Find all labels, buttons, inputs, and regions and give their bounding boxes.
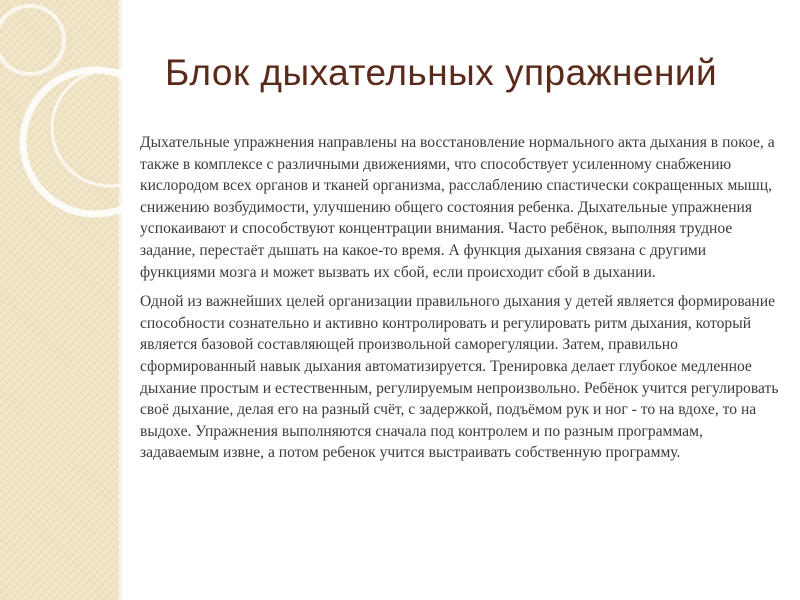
slide-title: Блок дыхательных упражнений — [165, 52, 718, 93]
slide-body — [140, 132, 780, 472]
small-ring — [0, 6, 64, 74]
body-paragraph-2: Одной из важнейших целей организации правильного дыхания у детей является формирование способности сознательно и активно контролировать и регулировать ритм дыхания, который является базовой составляющей произвольной саморегуляции. Затем, правильно сформированный навык дыхания автоматизируется. Тренировка делает глубокое медленное дыхание простым и естественным, регулируемым непроизвольно. Ребёнок учится регулировать своё дыхание, делая его на разный счёт, с задержкой, подъёмом рук и ног - то на вдохе, то на выдохе. Упражнения выполняются сначала под контролем и по разным программам, задаваемым извне, а потом ребенок учится выстраивать собственную программу. — [140, 293, 779, 462]
body-paragraph-1: Дыхательные упражнения направлены на восстановление нормального акта дыхания в покое, а также в комплексе с различными движениями, что способствует усиленному снабжению кислородом всех органов и тканей организма, расслаблению спастически сокращенных мышц, снижению возбудимости, улучшению общего состояния ребенка. Дыхательные упражнения успокаивают и способствуют концентрации внимания. Часто ребёнок, выполняя трудное задание, перестаёт дышать на какое-то время. А функция дыхания связана с другими функциями мозга и может вызвать их сбой, если происходит сбой в дыхании. — [140, 134, 775, 281]
